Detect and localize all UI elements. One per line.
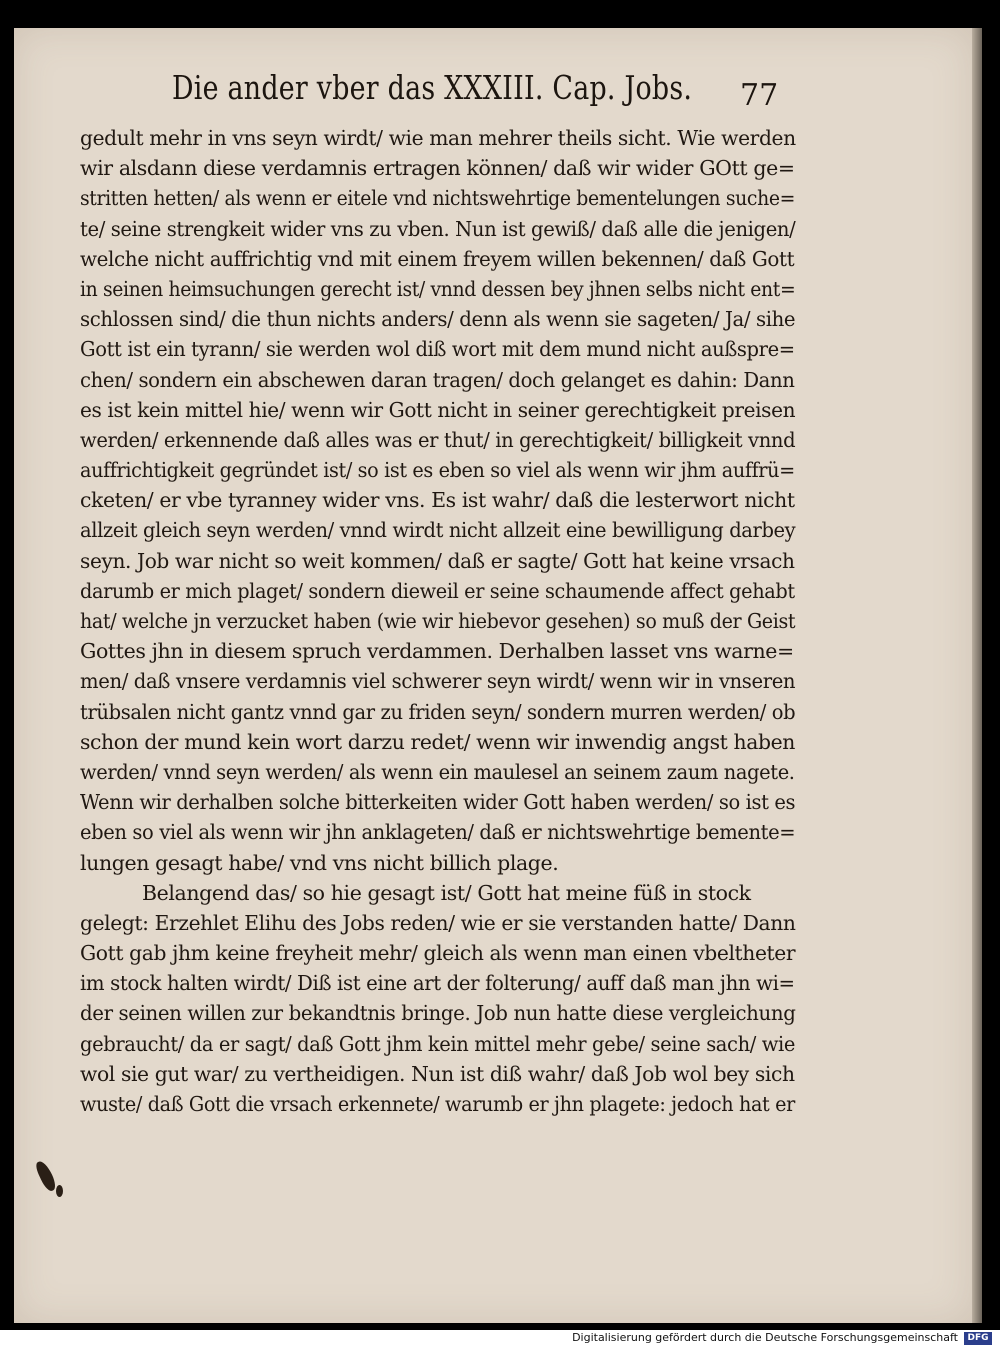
text-line: Gott gab jhm keine freyheit mehr/ gleich als wenn man einen vbeltheter	[80, 941, 796, 966]
text-line: cketen/ er vbe tyranney wider vns. Es ist wahr/ daß die lesterwort nicht	[80, 488, 795, 513]
text-line: lungen gesagt habe/ vnd vns nicht billich plage.	[80, 850, 559, 875]
text-line: gedult mehr in vns seyn wirdt/ wie man mehrer theils sicht. Wie werden	[80, 126, 796, 150]
dfg-logo: DFG	[964, 1332, 992, 1345]
text-line: werden/ erkennende daß alles was er thut/ in gerechtigkeit/ billigkeit vnnd	[80, 427, 796, 452]
text-line: im stock halten wirdt/ Diß ist eine art der folterung/ auff daß man jhn wi=	[80, 971, 795, 996]
page-number: 77	[740, 78, 779, 113]
funding-credit: Digitalisierung gefördert durch die Deutsche Forschungsgemeinschaft	[572, 1331, 958, 1344]
text-line: gelegt: Erzehlet Elihu des Jobs reden/ wie er sie verstanden hatte/ Dann	[80, 910, 796, 935]
text-line: Wenn wir derhalben solche bitterkeiten wider Gott haben werden/ so ist es	[80, 790, 796, 815]
text-line: chen/ sondern ein abschewen daran tragen/ doch gelanget es dahin: Dann	[80, 367, 795, 392]
ink-dot	[56, 1185, 63, 1197]
running-title: Die ander vber das XXXIII. Cap. Jobs.	[172, 68, 693, 107]
text-line: wol sie gut war/ zu vertheidigen. Nun ist diß wahr/ daß Job wol bey sich	[80, 1061, 795, 1086]
text-line: seyn. Job war nicht so weit kommen/ daß er sagte/ Gott hat keine vrsach	[80, 548, 795, 573]
text-line: men/ daß vnsere verdamnis viel schwerer seyn wirdt/ wenn wir in vnseren	[80, 669, 796, 694]
text-line: Gottes jhn in diesem spruch verdammen. Derhalben lasset vns warne=	[80, 639, 794, 664]
footer-bar	[0, 1330, 1000, 1348]
text-line: wir alsdann diese verdamnis ertragen können/ daß wir wider GOtt ge=	[80, 156, 795, 181]
text-line: gebraucht/ da er sagt/ daß Gott jhm kein mittel mehr gebe/ seine sach/ wie	[80, 1031, 796, 1056]
page-edge	[972, 28, 982, 1323]
text-line: schlossen sind/ die thun nichts anders/ denn als wenn sie sageten/ Ja/ sihe	[80, 307, 796, 332]
text-line: eben so viel als wenn wir jhn anklageten/ daß er nichtswehrtige bemente=	[80, 820, 796, 845]
text-line: Belangend das/ so hie gesagt ist/ Gott hat meine füß in stock	[142, 880, 751, 905]
text-line: in seinen heimsuchungen gerecht ist/ vnnd dessen bey jhnen selbs nicht ent=	[80, 276, 796, 301]
text-line: der seinen willen zur bekandtnis bringe. Job nun hatte diese vergleichung	[80, 1001, 796, 1026]
text-line: werden/ vnnd seyn werden/ als wenn ein maulesel an seinem zaum nagete.	[80, 759, 795, 784]
text-line: es ist kein mittel hie/ wenn wir Gott nicht in seiner gerechtigkeit preisen	[80, 397, 796, 422]
text-line: stritten hetten/ als wenn er eitele vnd nichtswehrtige bementelungen suche=	[80, 186, 796, 211]
text-line: hat/ welche jn verzucket haben (wie wir hiebevor gesehen) so muß der Geist	[80, 609, 796, 633]
text-line: auffrichtigkeit gegründet ist/ so ist es eben so viel als wenn wir jhm auffrü=	[80, 458, 795, 483]
text-line: trübsalen nicht gantz vnnd gar zu friden seyn/ sondern murren werden/ ob	[80, 699, 796, 724]
text-line: Gott ist ein tyrann/ sie werden wol diß wort mit dem mund nicht außspre=	[80, 337, 795, 362]
body-text	[80, 123, 795, 1119]
text-line: allzeit gleich seyn werden/ vnnd wirdt nicht allzeit eine bewilligung darbey	[80, 518, 796, 543]
text-line: te/ seine strengkeit wider vns zu vben. Nun ist gewiß/ daß alle die jenigen/	[80, 216, 796, 241]
text-line: welche nicht auffrichtig vnd mit einem freyem willen bekennen/ daß Gott	[80, 246, 795, 271]
text-line: wuste/ daß Gott die vrsach erkennete/ warumb er jhn plagete: jedoch hat er	[80, 1092, 795, 1116]
text-line: schon der mund kein wort darzu redet/ wenn wir inwendig angst haben	[80, 729, 795, 754]
text-line: darumb er mich plaget/ sondern dieweil er seine schaumende affect gehabt	[80, 578, 795, 603]
running-head	[172, 60, 782, 116]
